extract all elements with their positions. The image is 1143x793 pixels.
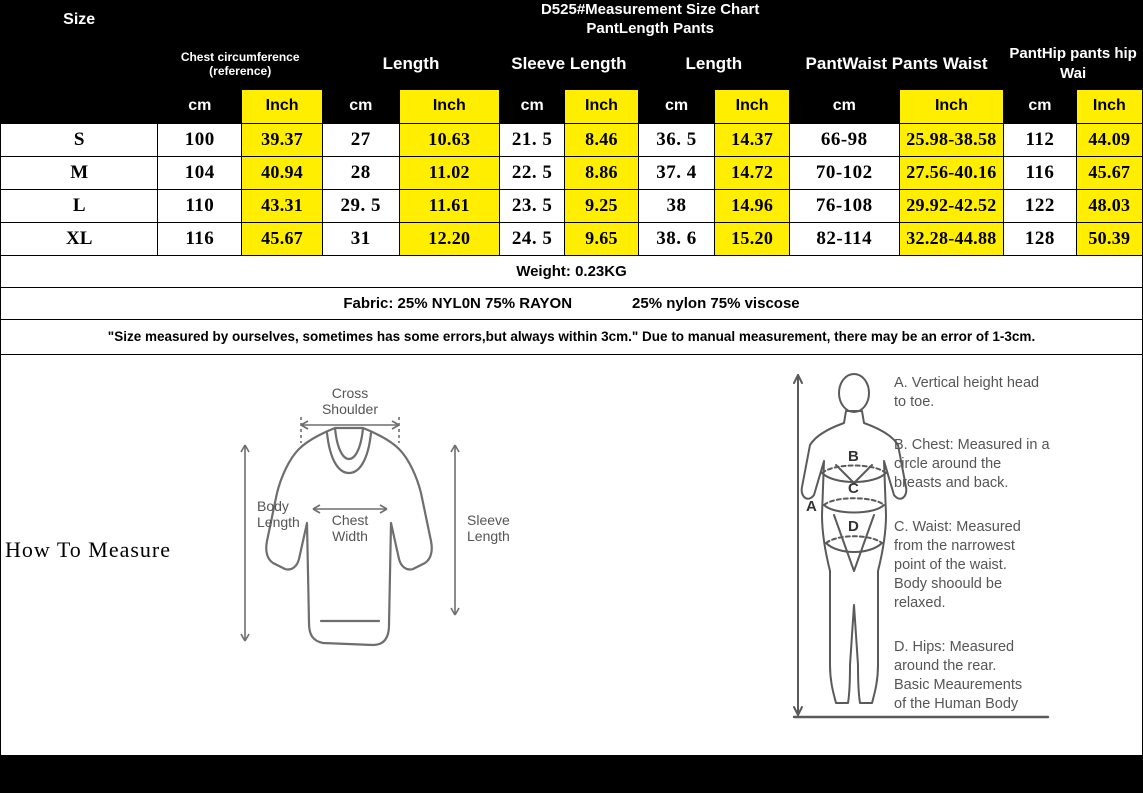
- group-header-row: [1, 39, 1143, 89]
- label-body-length-line1: Body: [257, 497, 289, 514]
- group-sleeve-length: Sleeve Length: [500, 39, 639, 89]
- cell-cm: 38: [638, 189, 715, 222]
- legend-d-line-2: Basic Meaurements: [894, 676, 1023, 693]
- group-pant-hip: PantHip pants hip Wai: [1004, 39, 1143, 89]
- cell-inch: 32.28-44.88: [899, 222, 1004, 255]
- cell-cm: 24. 5: [500, 222, 565, 255]
- cell-inch: 9.65: [565, 222, 639, 255]
- legend-d-line-1: around the rear.: [894, 657, 997, 674]
- disclaimer-row: [1, 319, 1143, 354]
- cell-inch: 8.86: [565, 156, 639, 189]
- cell-inch: 10.63: [399, 123, 499, 156]
- cell-cm: 31: [322, 222, 399, 255]
- cell-cm: 116: [158, 222, 242, 255]
- cell-inch: 14.72: [715, 156, 790, 189]
- fabric-text-en: Fabric: 25% NYL0N 75% RAYON: [343, 294, 573, 312]
- measurement-table: [0, 0, 1143, 40]
- cell-cm: 104: [158, 156, 242, 189]
- cell-inch: 40.94: [242, 156, 323, 189]
- label-body-length-line2: Length: [257, 513, 300, 530]
- label-chest-width-line2: Width: [332, 527, 368, 544]
- legend-c-line-4: relaxed.: [894, 594, 946, 611]
- cell-inch: 45.67: [1076, 156, 1142, 189]
- legend-c-line-2: point of the waist.: [894, 556, 1007, 573]
- table-row: [1, 123, 1143, 156]
- row-size-label: S: [1, 123, 158, 156]
- legend-b-line-1: circle around the: [894, 455, 1002, 472]
- unit-cm-6: cm: [1004, 89, 1076, 123]
- unit-inch-2: Inch: [399, 89, 499, 123]
- cell-inch: 50.39: [1076, 222, 1142, 255]
- row-size-label: M: [1, 156, 158, 189]
- cell-inch: 39.37: [242, 123, 323, 156]
- unit-row-spacer: [1, 89, 158, 123]
- label-cross-shoulder-line2: Shoulder: [321, 400, 379, 417]
- cell-cm: 122: [1004, 189, 1076, 222]
- cell-cm: 76-108: [789, 189, 899, 222]
- cell-inch: 43.31: [242, 189, 323, 222]
- table-row: [1, 156, 1143, 189]
- label-cross-shoulder-line1: Cross: [331, 384, 369, 401]
- cell-inch: 14.37: [715, 123, 790, 156]
- cell-cm: 21. 5: [500, 123, 565, 156]
- group-length: Length: [322, 39, 499, 89]
- header-size: Size: [1, 1, 158, 40]
- cell-inch: 14.96: [715, 189, 790, 222]
- cell-cm: 110: [158, 189, 242, 222]
- cell-cm: 28: [322, 156, 399, 189]
- marker-b: B: [848, 447, 859, 465]
- cell-inch: 48.03: [1076, 189, 1142, 222]
- label-sleeve-length-line2: Length: [467, 527, 510, 544]
- cell-inch: 12.20: [399, 222, 499, 255]
- legend-b-line-0: B. Chest: Measured in a: [894, 436, 1050, 453]
- label-sleeve-length-line1: Sleeve: [467, 511, 510, 528]
- cell-cm: 37. 4: [638, 156, 715, 189]
- legend-a-line-0: A. Vertical height head: [894, 374, 1040, 391]
- legend-d-line-0: D. Hips: Measured: [894, 638, 1015, 655]
- cell-cm: 128: [1004, 222, 1076, 255]
- unit-inch-3: Inch: [565, 89, 639, 123]
- unit-cm-4: cm: [638, 89, 715, 123]
- table-header-row: [1, 1, 1143, 40]
- cell-cm: 82-114: [789, 222, 899, 255]
- legend-c-line-0: C. Waist: Measured: [894, 518, 1021, 535]
- cell-cm: 70-102: [789, 156, 899, 189]
- cell-cm: 27: [322, 123, 399, 156]
- cell-inch: 29.92-42.52: [899, 189, 1004, 222]
- unit-inch-5: Inch: [899, 89, 1004, 123]
- cell-inch: 27.56-40.16: [899, 156, 1004, 189]
- weight-text: Weight: 0.23KG: [1, 255, 1143, 287]
- cell-inch: 15.20: [715, 222, 790, 255]
- how-to-measure-section: [0, 355, 1143, 756]
- group-chest: Chest circumference (reference): [158, 39, 323, 89]
- disclaimer-text: "Size measured by ourselves, sometimes has some errors,but always within 3cm." Due to manual measurement, there may be an error of 1-3cm.: [1, 319, 1143, 354]
- row-size-label: XL: [1, 222, 158, 255]
- cell-cm: 29. 5: [322, 189, 399, 222]
- legend-a-line-1: to toe.: [894, 393, 935, 410]
- table-row: [1, 222, 1143, 255]
- chart-title: [158, 1, 1143, 40]
- fabric-cell: [1, 287, 1143, 319]
- group-pant-waist: PantWaist Pants Waist: [789, 39, 1003, 89]
- cell-inch: 11.02: [399, 156, 499, 189]
- unit-inch-1: Inch: [242, 89, 323, 123]
- legend-b-line-2: breasts and back.: [894, 474, 1009, 491]
- cell-cm: 36. 5: [638, 123, 715, 156]
- measurement-table-body: [0, 39, 1143, 355]
- cell-inch: 11.61: [399, 189, 499, 222]
- cell-cm: 38. 6: [638, 222, 715, 255]
- legend-c-line-1: from the narrowest: [894, 537, 1015, 554]
- cell-cm: 116: [1004, 156, 1076, 189]
- marker-d: D: [848, 517, 859, 535]
- cell-inch: 44.09: [1076, 123, 1142, 156]
- marker-a: A: [806, 497, 817, 515]
- unit-cm-5: cm: [789, 89, 899, 123]
- unit-inch-4: Inch: [715, 89, 790, 123]
- cell-inch: 8.46: [565, 123, 639, 156]
- cell-inch: 9.25: [565, 189, 639, 222]
- group-pant-length: Length: [638, 39, 789, 89]
- label-chest-width-line1: Chest: [331, 511, 369, 528]
- garment-diagram: [223, 373, 523, 693]
- cell-inch: 45.67: [242, 222, 323, 255]
- fabric-row: [1, 287, 1143, 319]
- chart-title-line1: D525#Measurement Size Chart: [540, 1, 760, 18]
- cell-cm: 22. 5: [500, 156, 565, 189]
- unit-row: [1, 89, 1143, 123]
- cell-cm: 100: [158, 123, 242, 156]
- cell-cm: 112: [1004, 123, 1076, 156]
- marker-c: C: [848, 479, 859, 497]
- cell-inch: 25.98-38.58: [899, 123, 1004, 156]
- cell-cm: 66-98: [789, 123, 899, 156]
- weight-row: [1, 255, 1143, 287]
- legend-c-line-3: Body shoould be: [894, 575, 1003, 592]
- unit-cm-1: cm: [158, 89, 242, 123]
- table-row: [1, 189, 1143, 222]
- body-measure-diagram: [786, 365, 1086, 735]
- cell-cm: 23. 5: [500, 189, 565, 222]
- how-to-measure-label: How To Measure: [5, 536, 172, 562]
- unit-cm-3: cm: [500, 89, 565, 123]
- unit-cm-2: cm: [322, 89, 399, 123]
- unit-inch-6: Inch: [1076, 89, 1142, 123]
- chart-title-line2: PantLength Pants: [586, 19, 714, 37]
- legend-d-line-3: of the Human Body: [894, 695, 1019, 712]
- row-size-label: L: [1, 189, 158, 222]
- group-header-spacer: [1, 39, 158, 89]
- fabric-text-alt: 25% nylon 75% viscose: [632, 294, 800, 312]
